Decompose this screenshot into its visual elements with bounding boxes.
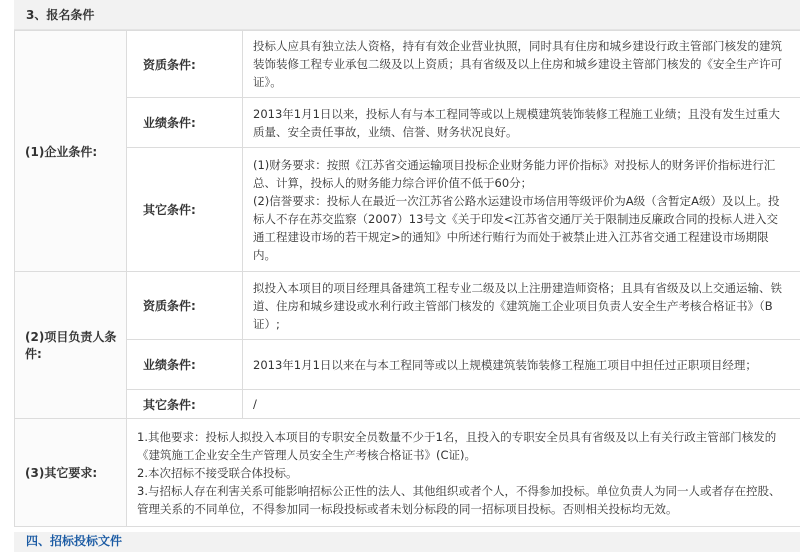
manager-performance-text: 2013年1月1日以来在与本工程同等或以上规模建筑装饰装修工程施工项目中担任过正职项目经理； (243, 340, 800, 390)
enterprise-performance-label: 业绩条件: (127, 98, 243, 148)
enterprise-performance-text: 2013年1月1日以来，投标人有与本工程同等或以上规模建筑装饰装修工程施工业绩；且没有发生过重大质量、安全责任事故，业绩、信誉、财务状况良好。 (243, 98, 800, 148)
table-row (15, 272, 800, 340)
other-item-3: 3.与招标人存在利害关系可能影响招标公正性的法人、其他组织或者个人，不得参加投标。单位负责人为同一人或者存在控股、管理关系的不同单位，不得参加同一标段投标或者未划分标段的同一招标项目投标。否则相关投标均无效。 (137, 482, 786, 518)
manager-performance-label: 业绩条件: (127, 340, 243, 390)
table-row (15, 31, 800, 98)
other-item-1: 1.其他要求：投标人拟投入本项目的专职安全员数量不少于1名，且投入的专职安全员具有省级及以上有关行政主管部门核发的《建筑施工企业安全生产管理人员安全生产考核合格证书》(C证)。 (137, 428, 786, 464)
next-section-title: 四、招标投标文件 (14, 532, 800, 552)
enterprise-conditions-label: (1)企业条件: (15, 31, 127, 272)
table-row (15, 390, 800, 419)
other-requirements-label: (3)其它要求: (15, 419, 127, 527)
section-title: 3、报名条件 (14, 0, 800, 30)
requirements-table (14, 30, 800, 527)
table-row (15, 419, 800, 527)
other-requirements-text (127, 419, 800, 527)
manager-conditions-label: (2)项目负责人条件: (15, 272, 127, 419)
enterprise-qualification-label: 资质条件: (127, 31, 243, 98)
financial-requirement: (1)财务要求：按照《江苏省交通运输项目投标企业财务能力评价指标》对投标人的财务评价指标进行汇总、计算，投标人的财务能力综合评价值不低于60分； (253, 156, 786, 192)
other-item-2: 2.本次招标不接受联合体投标。 (137, 464, 786, 482)
table-row (15, 148, 800, 272)
table-row (15, 98, 800, 148)
manager-qualification-label: 资质条件: (127, 272, 243, 340)
enterprise-qualification-text: 投标人应具有独立法人资格，持有有效企业营业执照，同时具有住房和城乡建设行政主管部门核发的建筑装饰装修工程专业承包二级及以上资质；具有省级及以上住房和城乡建设主管部门核发的《安全生产许可证》。 (243, 31, 800, 98)
manager-other-text: / (243, 390, 800, 419)
enterprise-other-label: 其它条件: (127, 148, 243, 272)
table-row (15, 340, 800, 390)
manager-qualification-text: 拟投入本项目的项目经理具备建筑工程专业二级及以上注册建造师资格；且具有省级及以上交通运输、铁道、住房和城乡建设或水利行政主管部门核发的《建筑施工企业项目负责人安全生产考核合格证书》（B证）; (243, 272, 800, 340)
credit-requirement: (2)信誉要求：投标人在最近一次江苏省公路水运建设市场信用等级评价为A级（含暂定A级）及以上。投标人不存在苏交监察（2007）13号文《关于印发<江苏省交通厅关于限制违反廉政合同的投标人进入交通工程建设市场的若干规定>的通知》中所述行贿行为而处于被禁止进入江苏省交通工程建设市场期限内。 (253, 192, 786, 264)
manager-other-label: 其它条件: (127, 390, 243, 419)
enterprise-other-text (243, 148, 800, 272)
